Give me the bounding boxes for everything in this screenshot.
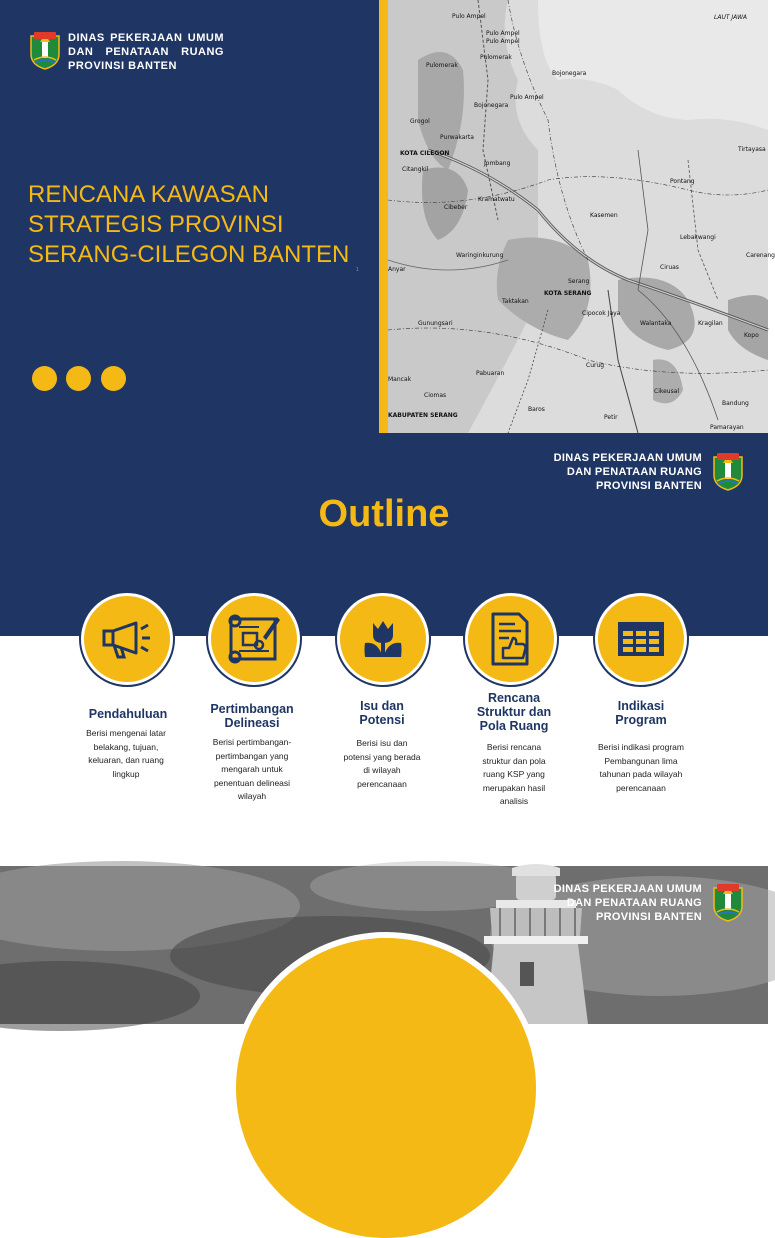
map-label: Pulomerak — [480, 54, 512, 61]
map-label: Pulo Ampel — [486, 30, 520, 37]
map-label: Tirtayasa — [738, 146, 766, 153]
outline-item-description: Berisi indikasi program Pembangunan lima tahunan pada wilayah perencanaan — [598, 742, 684, 793]
map-label: Kramatwatu — [478, 196, 515, 203]
tulip-flower-icon — [337, 593, 429, 685]
map-label: Lebakwangi — [680, 234, 716, 241]
slide-lighthouse — [0, 866, 768, 1024]
map-label: Pulo Ampel — [486, 38, 520, 45]
outline-item-description: Berisi pertimbangan- pertimbangan yang mengarah untuk penentuan delineasi wilayah — [212, 737, 292, 801]
map-label: Carenang — [746, 252, 775, 259]
outline-item-description: Berisi mengenai latar belakang, tujuan, keluaran, dan ruang lingkup — [86, 728, 166, 779]
map-label: Ciruas — [660, 264, 679, 271]
agency-line-2: DAN PENATAAN RUANG — [566, 466, 702, 478]
decorative-dot — [101, 366, 126, 391]
map-label: Waringinkurung — [456, 252, 504, 259]
agency-line-1: DINAS PEKERJAAN UMUM — [553, 452, 702, 464]
outline-item-title: Isu dan Potensi — [359, 699, 405, 727]
cover-title-line-1: RENCANA KAWASAN — [28, 181, 269, 208]
map-label: Gunungsari — [418, 320, 453, 327]
map-label: Ciomas — [424, 392, 447, 399]
slide-outline — [0, 433, 768, 866]
table-grid-icon — [595, 593, 687, 685]
agency-line-2: DAN PENATAAN RUANG — [68, 46, 224, 58]
agency-line-3: PROVINSI BANTEN — [596, 480, 702, 492]
banten-province-emblem-icon — [28, 30, 62, 70]
banten-province-emblem-icon — [711, 882, 745, 922]
cover-title-line-3: SERANG-CILEGON BANTEN — [28, 241, 350, 268]
map-label: Cibeber — [444, 204, 468, 211]
outline-item-title: Pertimbangan Delineasi — [210, 702, 294, 730]
map-label: KOTA SERANG — [544, 290, 592, 297]
megaphone-icon — [81, 593, 173, 685]
map-label: Pulomerak — [426, 62, 458, 69]
agency-line-3: PROVINSI BANTEN — [68, 60, 177, 72]
cover-title — [28, 180, 378, 270]
document-approval-icon — [465, 593, 557, 685]
yellow-circle-panel — [236, 938, 536, 1238]
cover-divider — [379, 0, 388, 433]
agency-line-1: DINAS PEKERJAAN UMUM — [553, 883, 702, 895]
decorative-dot — [66, 366, 91, 391]
agency-line-2: DAN PENATAAN RUANG — [566, 897, 702, 909]
outline-title: Outline — [318, 493, 450, 535]
region-map — [388, 0, 775, 433]
map-label: Kasemen — [590, 212, 618, 219]
map-label: Jombang — [484, 160, 511, 167]
map-label: Serang — [568, 278, 590, 285]
map-label: LAUT JAWA — [714, 14, 747, 21]
map-label: Cipocok Jaya — [582, 310, 621, 317]
map-label: Pamarayan — [710, 424, 744, 431]
map-label: Pabuaran — [476, 370, 505, 377]
blueprint-plan-icon — [208, 593, 300, 685]
agency-line-1: DINAS PEKERJAAN UMUM — [68, 32, 224, 44]
agency-name — [540, 451, 702, 493]
map-label: Bojonegara — [474, 102, 509, 109]
map-label: Cikeusal — [654, 388, 680, 395]
map-label: Grogol — [410, 118, 430, 125]
agency-line-3: PROVINSI BANTEN — [596, 911, 702, 923]
map-label: KOTA CILEGON — [400, 150, 450, 157]
map-label: Purwakarta — [440, 134, 474, 141]
map-label: Kopo — [744, 332, 759, 339]
map-label: Curug — [586, 362, 605, 369]
map-label: Baros — [528, 406, 545, 413]
agency-name — [540, 882, 702, 924]
map-label: Pulo Ampel — [510, 94, 544, 101]
decorative-dot — [32, 366, 57, 391]
outline-item-title: Indikasi Program — [615, 699, 667, 727]
map-label: Walantaka — [640, 320, 672, 327]
outline-item-title: Rencana Struktur dan Pola Ruang — [476, 691, 552, 733]
slide-number: 1 — [356, 267, 359, 273]
map-label: Mancak — [388, 376, 412, 383]
map-label: Bojonegara — [552, 70, 587, 77]
agency-name — [68, 31, 224, 73]
map-label: Kragilan — [698, 320, 723, 327]
outline-item-description: Berisi isu dan potensi yang berada di wilayah perencanaan — [343, 738, 421, 789]
map-label: Pontang — [670, 178, 695, 185]
outline-item-description: Berisi rencana struktur dan pola ruang KSP yang merupakan hasil analisis — [482, 742, 546, 806]
map-label: Citangkil — [402, 166, 429, 173]
map-label: KABUPATEN SERANG — [388, 412, 458, 419]
map-label: Petir — [604, 414, 618, 421]
map-label: Pulo Ampel — [452, 13, 486, 20]
cover-title-line-2: STRATEGIS PROVINSI — [28, 211, 284, 238]
map-label: Bandung — [722, 400, 749, 407]
map-label: Taktakan — [502, 298, 529, 305]
map-label: Anyar — [388, 266, 406, 273]
banten-province-emblem-icon — [711, 451, 745, 491]
outline-item-title: Pendahuluan — [88, 707, 168, 721]
slide-cover — [0, 0, 775, 433]
